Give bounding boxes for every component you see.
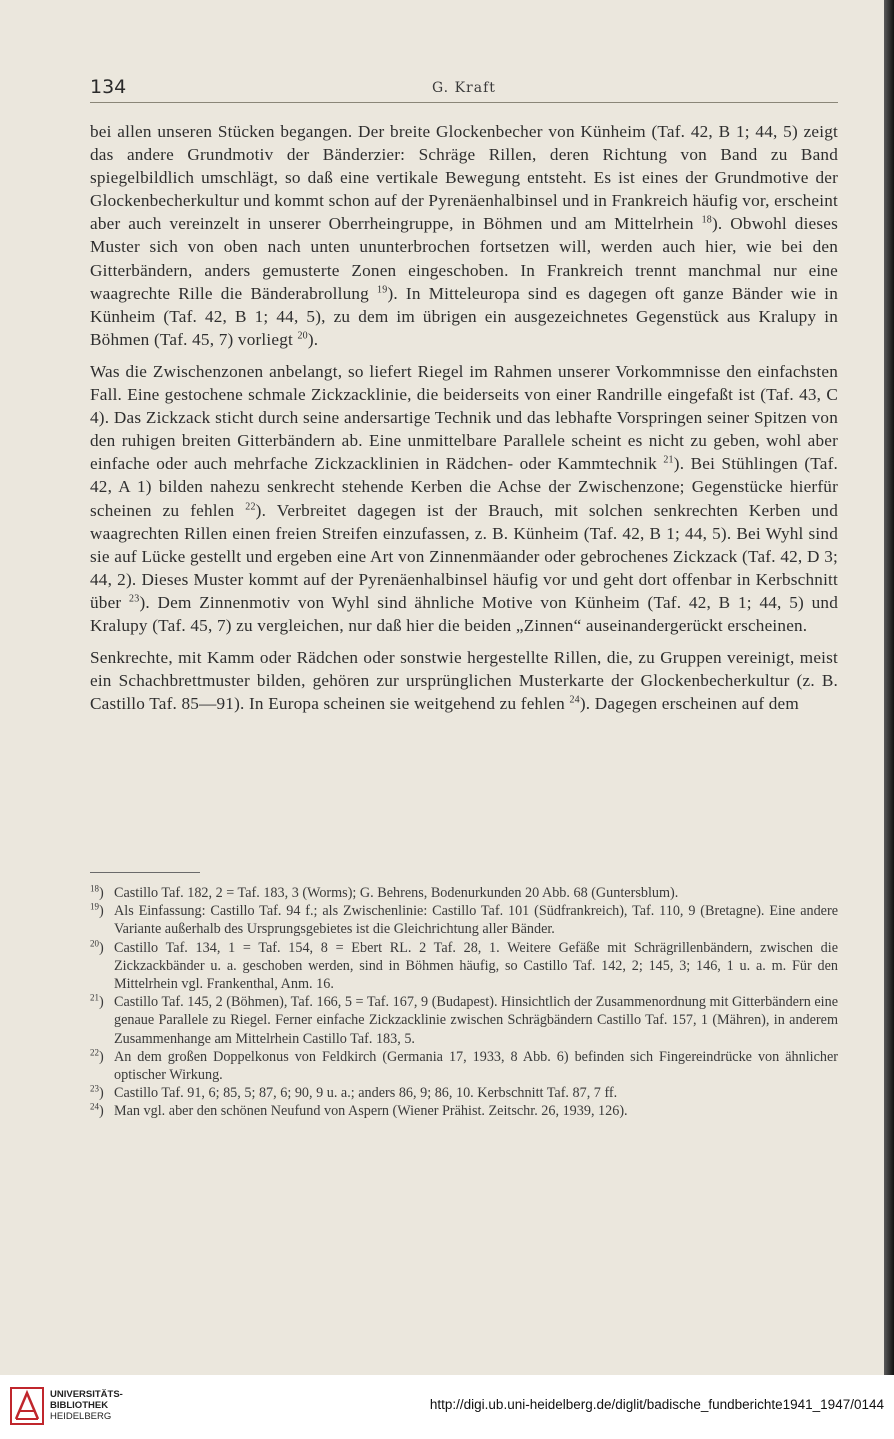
footnote-ref[interactable]: 19 — [377, 283, 388, 295]
paragraph: bei allen unseren Stücken begangen. Der breite Glockenbecher von Künheim (Taf. 42, B 1; 44, 5) zeigt das andere Grundmotiv der Bänderzier: Schräge Rillen, deren Richtung von Band zu Band spiegelbildlich umschlägt, so daß eine vertikale Bewegung entsteht. Es ist eines der Grundmotive der Glockenbecherkultur und kommt schon auf der Pyrenäenhalbinsel und in Frankreich häufig vor, erscheint aber auch vereinzelt in unserer Oberrheingruppe, in Böhmen und am Mittelrhein $^{18}$). Obwohl dieses Muster sich von oben nach unten ununterbrochen fortsetzen will, werden auch hier, wie bei den Gitterbändern, anders gemusterte Zonen eingeschoben. In Frankreich trennt manchmal nur eine waagrechte Rille die Bänderabrollung $^{19}$). In Mitteleuropa sind es dagegen oft ganze Bänder wie in Künheim (Taf. 42, B 1; 44, 5), zu dem im übrigen ein ausgezeichnetes Gegenstück aus Kralupy in Böhmen (Taf. 45, 7) vorliegt $^{20}$). — [90, 122, 839, 349]
footnotes — [90, 884, 838, 1121]
page-header — [90, 76, 838, 103]
footnote-divider — [90, 872, 200, 873]
library-name[interactable]: UNIVERSITÄTS- BIBLIOTHEK HEIDELBERG — [50, 1389, 123, 1422]
university-library-logo-icon[interactable] — [10, 1387, 44, 1425]
permalink-url[interactable]: http://digi.ub.uni-heidelberg.de/diglit/badische_fundberichte1941_1947/0144 — [429, 1397, 884, 1412]
page-number: 134 — [90, 76, 127, 98]
footnote-ref[interactable]: 20 — [297, 330, 308, 342]
viewer-footer — [0, 1375, 894, 1439]
paragraph: Senkrechte, mit Kamm oder Rädchen oder sonstwie hergestellte Rillen, die, zu Gruppen vereinigt, meist ein Schachbrettmuster bilden, gehören zur ursprünglichen Musterkarte der Glockenbecherkultur (z. B. Castillo Taf. 85—91). In Europa scheinen sie weitgehend zu fehlen $^{24}$). Dagegen erscheinen auf dem — [90, 648, 838, 714]
footnote-ref[interactable]: 21 — [663, 454, 674, 466]
scan-edge-shadow — [884, 0, 894, 1375]
main-text — [90, 120, 838, 724]
footnote-ref[interactable]: 22 — [245, 500, 256, 512]
paragraph: Was die Zwischenzonen anbelangt, so liefert Riegel im Rahmen unserer Vorkommnisse den einfachsten Fall. Eine gestochene schmale Zickzacklinie, die beiderseits von einer Randrille eingefaßt ist (Taf. 43, C 4). Das Zickzack sticht durch seine andersartige Technik und das lebhafte Vorspringen seiner Spitzen von den ruhigen breiten Gitterbändern ab. Eine unmittelbare Parallele scheint es nicht zu geben, wohl aber einfache oder auch mehrfache Zickzacklinien in Rädchen- oder Kammtechnik $^{21}$). Bei Stühlingen (Taf. 42, A 1) bilden nahezu senkrecht stehende Kerben die Achse der Zwischenzone; Gegenstücke hierfür scheinen zu fehlen $^{22}$). Verbreitet dagegen ist der Brauch, mit solchen senkrechten Kerben und waagrechten Rillen einen freien Streifen einzufassen, z. B. Künheim (Taf. 42, B 1; 44, 5). Bei Wyhl sind sie auf Lücke gestellt und ergeben eine Art von Zinnenmäander oder gebrochenes Zickzack (Taf. 42, D 3; 44, 2). Dieses Muster kommt auf der Pyrenäenhalbinsel häufig vor und geht dort offenbar in Kerbschnitt über $^{23}$). Dem Zinnenmotiv von Wyhl sind ähnliche Motive von Künheim (Taf. 42, B 1; 44, 5) und Kralupy (Taf. 45, 7) zu vergleichen, nur daß hier die beiden „Zinnen“ auseinandergerückt erscheinen. — [90, 361, 839, 635]
running-head: G. Kraft — [432, 80, 496, 96]
footnote-ref[interactable]: 23 — [129, 593, 140, 605]
footnote: $^{24}$) Man vgl. aber den schönen Neufund von Aspern (Wiener Prähist. Zeitschr. 26, 1939, 126). — [90, 1101, 628, 1120]
footnote: $^{22}$) An dem großen Doppelkonus von Feldkirch (Germania 17, 1933, 8 Abb. 6) befinden sich Fingereindrücke von ähnlicher optischer Wirkung. — [90, 1047, 838, 1084]
footnote: $^{21}$) Castillo Taf. 145, 2 (Böhmen), Taf. 166, 5 = Taf. 167, 9 (Budapest). Hinsichtlich der Zusammenordnung mit Gitterbändern eine genaue Parallele zu Riegel. Ferner einfache Zickzacklinie zwischen Schrägbändern Castillo Taf. 157, 1 (Mähren), in anderem Zusammenhange am Mittelrhein Castillo Taf. 183, 5. — [90, 992, 838, 1047]
footnote: $^{23}$) Castillo Taf. 91, 6; 85, 5; 87, 6; 90, 9 u. a.; anders 86, 9; 86, 10. Kerbschnitt Taf. 87, 7 ff. — [90, 1083, 618, 1102]
footnote: $^{18}$) Castillo Taf. 182, 2 = Taf. 183, 3 (Worms); G. Behrens, Bodenurkunden 20 Abb. 68 (Guntersblum). — [90, 883, 679, 901]
footnote: $^{20}$) Castillo Taf. 134, 1 = Taf. 154, 8 = Ebert RL. 2 Taf. 28, 1. Weitere Gefäße mit Schrägrillenbändern, zwischen die Zickzackbänder u. a. geschoben werden, sind in Böhmen häufig, so Castillo Taf. 142, 2; 145, 3; 146, 1 u. a. m. Für den Mittelrhein vgl. Frankenthal, Anm. 16. — [90, 937, 838, 993]
footnote-ref[interactable]: 18 — [701, 214, 712, 226]
footnote-ref[interactable]: 24 — [569, 694, 580, 706]
footnote: $^{19}$) Als Einfassung: Castillo Taf. 94 f.; als Zwischenlinie: Castillo Taf. 101 (Südfrankreich), Taf. 110, 9 (Bretagne). Eine andere Variante außerhalb des Ursprungsgebietes ist die Gleichrichtung aller Bänder. — [90, 901, 838, 938]
